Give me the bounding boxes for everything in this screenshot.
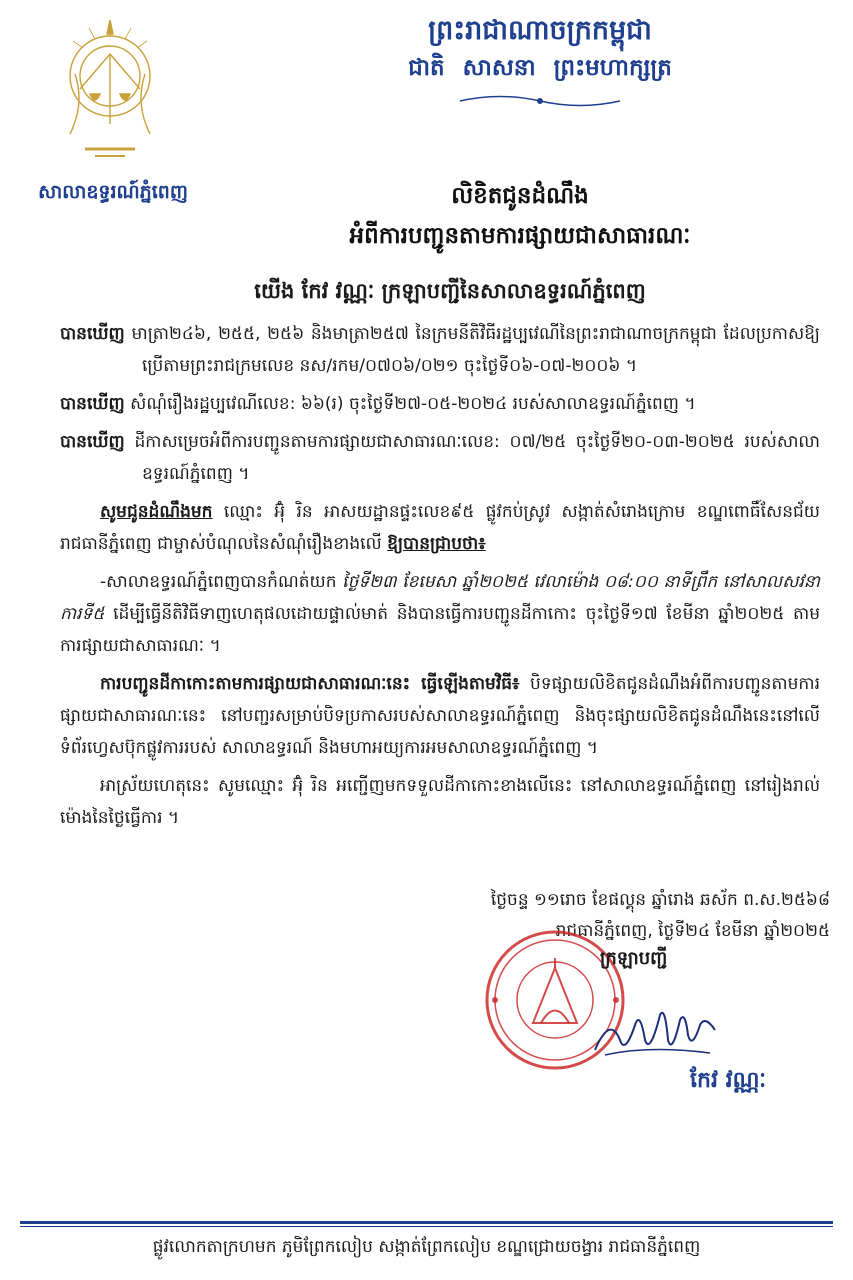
document-title bbox=[200, 176, 840, 256]
footer-address: ផ្លូវលោកតាក្រហមក ភូមិព្រែកលៀប សង្កាត់ព្រែកលៀប ខណ្ឌជ្រោយចង្វារ រាជធានីភ្នំពេញ bbox=[152, 1237, 701, 1257]
paragraph-7-text: អាស្រ័យហេតុនេះ សូមឈ្មោះ អ៊ុំ រិន អញ្ជើញមកទទួលដីកាកោះខាងលើនេះ នៅសាលាឧទ្ធរណ៍ភ្នំពេញ នៅរៀងរាល់ម៉ោងនៃថ្ងៃធ្វើការ ។ bbox=[60, 776, 820, 828]
paragraph-1-text: មាត្រា២៤៦, ២៥៥, ២៥៦ និងមាត្រា២៥៧ នៃក្រមនីតិវិធីរដ្ឋប្បវេណីនៃព្រះរាជាណាចក្រកម្ពុជា ដែលប្រកាសឱ្យប្រើតាមព្រះរាជក្រមលេខ នស/រកម/០៧០៦/០២១ ចុះថ្ងៃទី០៦-០៧-២០០៦ ។ bbox=[124, 324, 820, 376]
kingdom-header bbox=[250, 12, 830, 114]
paragraph-3-text: ដីកាសម្រេចអំពីការបញ្ជូនតាមការផ្សាយជាសាធារណៈលេខ: ០៧/២៥ ចុះថ្ងៃទី២០-០៣-២០២៥ របស់សាលាឧទ្ធរណ៍ភ្នំពេញ ។ bbox=[124, 432, 820, 484]
court-emblem-icon bbox=[55, 14, 165, 164]
title-line-2: អំពីការបញ្ជូនតាមការផ្សាយជាសាធារណៈ bbox=[349, 223, 691, 249]
ornament-divider-icon bbox=[455, 92, 625, 110]
paragraph-4-tail: ឱ្យបានជ្រាបថា៖ bbox=[387, 534, 486, 554]
issuer-line: យើង កែវ វណ្ណៈ ក្រឡាបញ្ជីនៃសាលាឧទ្ធរណ៍ភ្នំពេញ bbox=[254, 279, 646, 303]
paragraph-5 bbox=[60, 566, 820, 662]
paragraph-4-text: ឈ្មោះ អ៊ុំ រិន អាសយដ្ឋានផ្ទះលេខ៩៥ ផ្លូវកប់ស្រូវ សង្កាត់សំរោងក្រោម ខណ្ឌពោធិ៍សែនជ័យ រាជធានីភ្នំពេញ ជាម្ចាស់បំណុលនៃសំណុំរឿងខាងលើ bbox=[60, 502, 820, 554]
paragraph-2-lead: បានឃើញ bbox=[60, 394, 125, 414]
signer-name: កែវ វណ្ណៈ bbox=[690, 1068, 767, 1093]
paragraph-6-lead: ការបញ្ជូនដីកាកោះតាមការផ្សាយជាសាធារណៈនេះ ធ្វើឡើងតាមវិធី៖ bbox=[100, 674, 520, 694]
handwritten-signature-icon bbox=[590, 995, 720, 1065]
paragraph-4-lead: សូមជូនដំណឹងមក bbox=[100, 502, 213, 522]
signer-title: ក្រឡាបញ្ជី bbox=[600, 948, 668, 969]
paragraph-3-lead: បានឃើញ bbox=[60, 432, 125, 452]
paragraph-5-post: ដើម្បីធ្វើនីតិវិធីទាញហេតុផលដោយផ្ទាល់មាត់ និងបានធ្វើការបញ្ជូនដីកាកោះ ចុះថ្ងៃទី១៧ ខែមីនា ឆ្នាំ២០២៥ តាមការផ្សាយជាសាធារណៈ ។ bbox=[60, 604, 820, 656]
paragraph-5-pre: -សាលាឧទ្ធរណ៍ភ្នំពេញបានកំណត់យក bbox=[100, 572, 343, 592]
lunar-date: ថ្ងៃចន្ទ ១១រោច ខែផល្គុន ឆ្នាំរោង ឆស័ក ព.ស.២៥៦៨ bbox=[490, 890, 830, 910]
paragraph-1 bbox=[60, 318, 820, 382]
footer-divider bbox=[20, 1221, 833, 1224]
kingdom-name: ព្រះរាជាណាចក្រកម្ពុជា bbox=[428, 15, 652, 46]
paragraph-2 bbox=[60, 388, 820, 420]
paragraph-7 bbox=[60, 770, 820, 834]
paragraph-6 bbox=[60, 668, 820, 764]
national-motto: ជាតិ សាសនា ព្រះមហាក្សត្រ bbox=[408, 55, 672, 81]
paragraph-3 bbox=[60, 426, 820, 490]
court-name: សាលាឧទ្ធរណ៍ភ្នំពេញ bbox=[38, 181, 188, 203]
paragraph-1-lead: បានឃើញ bbox=[60, 324, 125, 344]
paragraph-5-italic: ថ្ងៃទី២៣ ខែមេសា ឆ្នាំ២០២៥ វេលាម៉ោង ០៨:០០ នាទីព្រឹក នៅសាលសវនាការទី៥ bbox=[60, 572, 820, 624]
footer-divider-thin bbox=[20, 1226, 833, 1227]
solar-date: រាជធានីភ្នំពេញ, ថ្ងៃទី២៤ ខែមីនា ឆ្នាំ២០២៥ bbox=[555, 921, 830, 941]
paragraph-6-text: បិទផ្សាយលិខិតជូនដំណឹងអំពីការបញ្ជូនតាមការផ្សាយជាសាធារណៈនេះ នៅបញ្ជរសម្រាប់បិទប្រកាសរបស់សាលាឧទ្ធរណ៍ភ្នំពេញ និងចុះផ្សាយលិខិតជូនដំណឹងនេះនៅលើទំព័រហ្វេសប៊ុកផ្លូវការរបស់ សាលាឧទ្ធរណ៍ និងមហាអយ្យការអមសាលាឧទ្ធរណ៍ភ្នំពេញ ។ bbox=[60, 674, 820, 758]
document-body bbox=[60, 318, 820, 840]
paragraph-4 bbox=[60, 496, 820, 560]
paragraph-2-text: សំណុំរឿងរដ្ឋប្បវេណីលេខ: ៦៦(រ) ចុះថ្ងៃទី២៧-០៥-២០២៤ របស់សាលាឧទ្ធរណ៍ភ្នំពេញ ។ bbox=[124, 394, 696, 414]
title-line-1: លិខិតជូនដំណឹង bbox=[451, 183, 589, 209]
